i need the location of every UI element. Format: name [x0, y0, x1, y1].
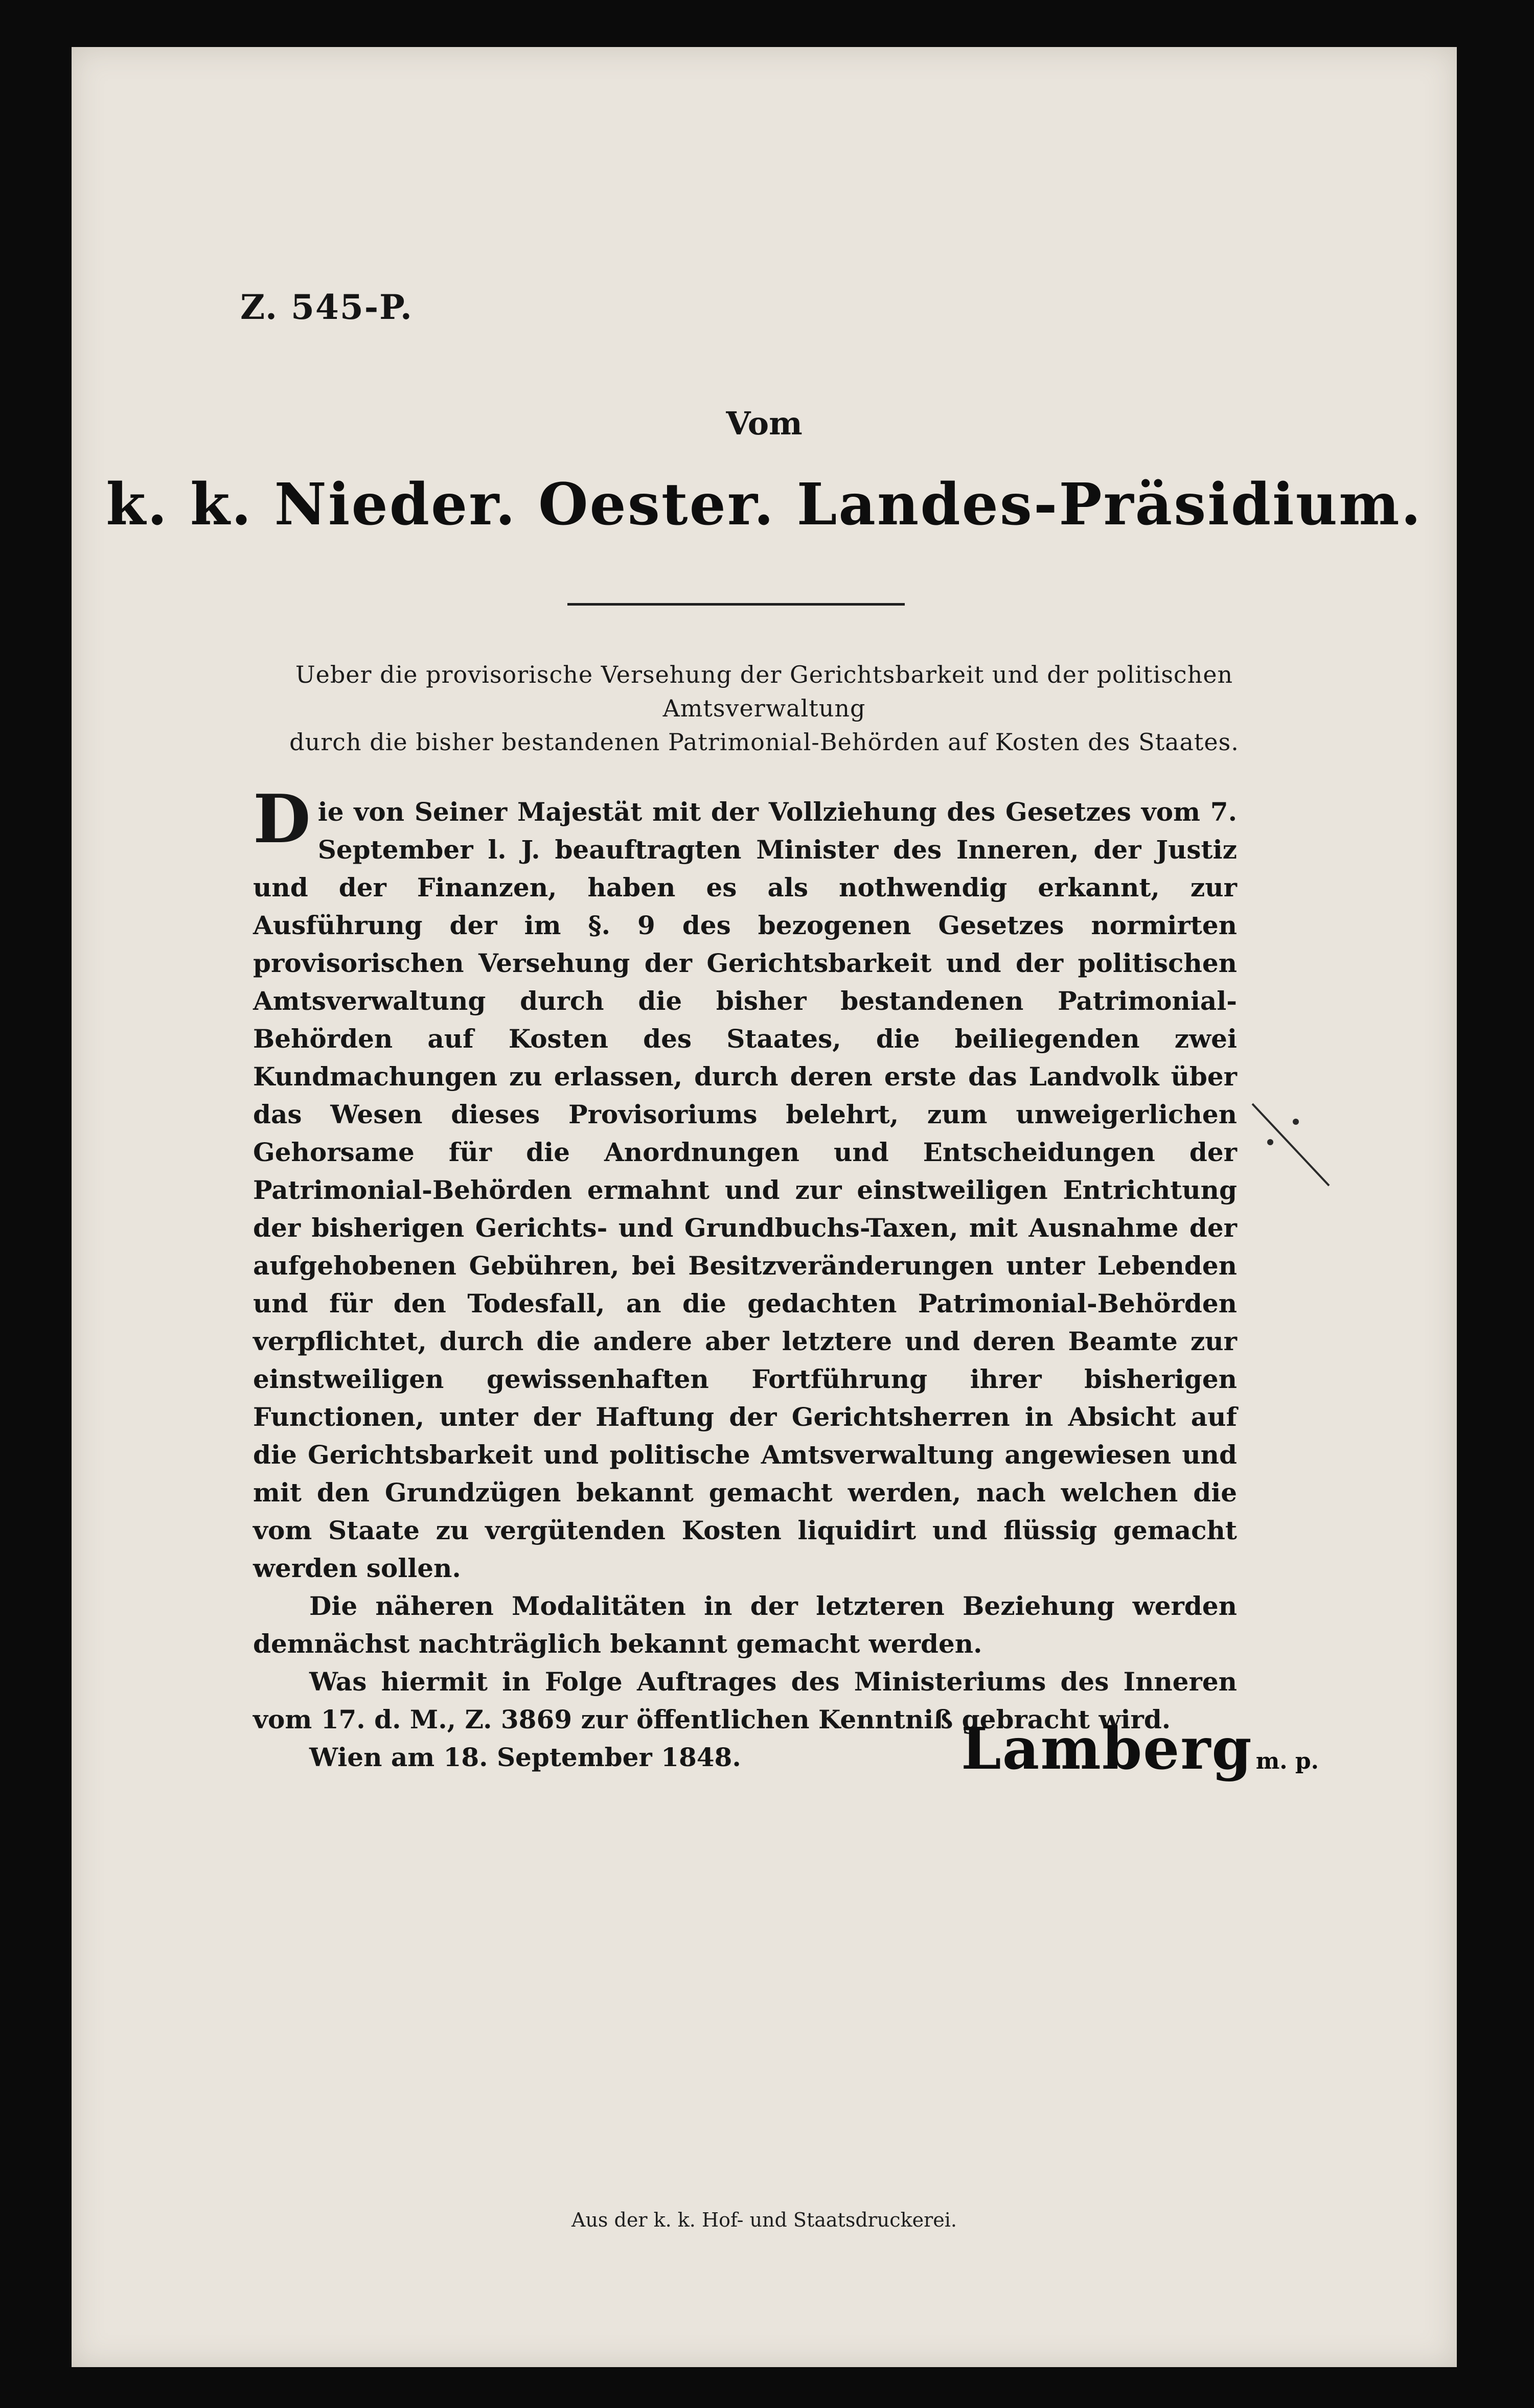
- issuing-authority: k. k. Nieder. Oester. Landes-Präsidium.: [106, 471, 1423, 538]
- paragraph: Wien am 18. September 1848.: [309, 1742, 741, 1772]
- margin-pencil-mark: [1242, 1094, 1334, 1191]
- paragraph: Die näheren Modalitäten in der letzteren Beziehung werden demnächst nachträglich bekannt gemacht werden.: [253, 1591, 1237, 1659]
- signature-name: Lamberg: [961, 1716, 1253, 1782]
- divider: [567, 603, 905, 606]
- heading-prefix: Vom: [726, 405, 803, 442]
- subject: [199, 658, 1329, 759]
- subject-line: durch die bisher bestandenen Patrimonial-Behörden auf Kosten des Staates.: [289, 728, 1239, 756]
- body-text: [253, 780, 1237, 1776]
- reference-number: Z. 545-P.: [240, 287, 413, 327]
- signature-suffix: m. p.: [1255, 1748, 1319, 1774]
- signature-block: [961, 1716, 1319, 1782]
- printer-imprint: Aus der k. k. Hof- und Staatsdruckerei.: [571, 2209, 957, 2231]
- document-sheet: [72, 47, 1457, 2367]
- paragraph: Was hiermit in Folge Auftrages des Ministeriums des Inneren vom 17. d. M., Z. 3869 zur öffentlichen Kenntniß gebracht wird.: [253, 1666, 1237, 1734]
- paragraph: Die von Seiner Majestät mit der Vollziehung des Gesetzes vom 7. September l. J. beauftragten Minister des Inneren, der Justiz und der Finanzen, haben es als nothwendig erkannt, zur Ausführung der im §. 9 des bezogenen Gesetzes normirten provisorischen Versehung der Gerichtsbarkeit und der politischen Amtsverwaltung durch die bisher bestandenen Patrimonial-Behörden auf Kosten des Staates, die beiliegenden zwei Kundmachungen zu erlassen, durch deren erste das Landvolk über das Wesen dieses Provisoriums belehrt, zum unweigerlichen Gehorsame für die Anordnungen und Entscheidungen der Patrimonial-Behörden ermahnt und zur einstweiligen Entrichtung der bisherigen Gerichts- und Grundbuchs-Taxen, mit Ausnahme der aufgehobenen Gebühren, bei Besitzveränderungen unter Lebenden und für den Todesfall, an die gedachten Patrimonial-Behörden verpflichtet, durch die andere aber letztere und deren Beamte zur einstweiligen gewissenhaften Fortführung ihrer bisherigen Functionen, unter der Haftung der Gerichtsherren in Absicht auf die Gerichtsbarkeit und politische Amtsverwaltung angewiesen und mit den Grundzügen bekannt gemacht werden, nach welchen die vom Staate zu vergütenden Kosten liquidirt und flüssig gemacht werden sollen.: [253, 780, 1237, 1583]
- subject-line: Ueber die provisorische Versehung der Gerichtsbarkeit und der politischen Amtsverwaltung: [295, 661, 1233, 722]
